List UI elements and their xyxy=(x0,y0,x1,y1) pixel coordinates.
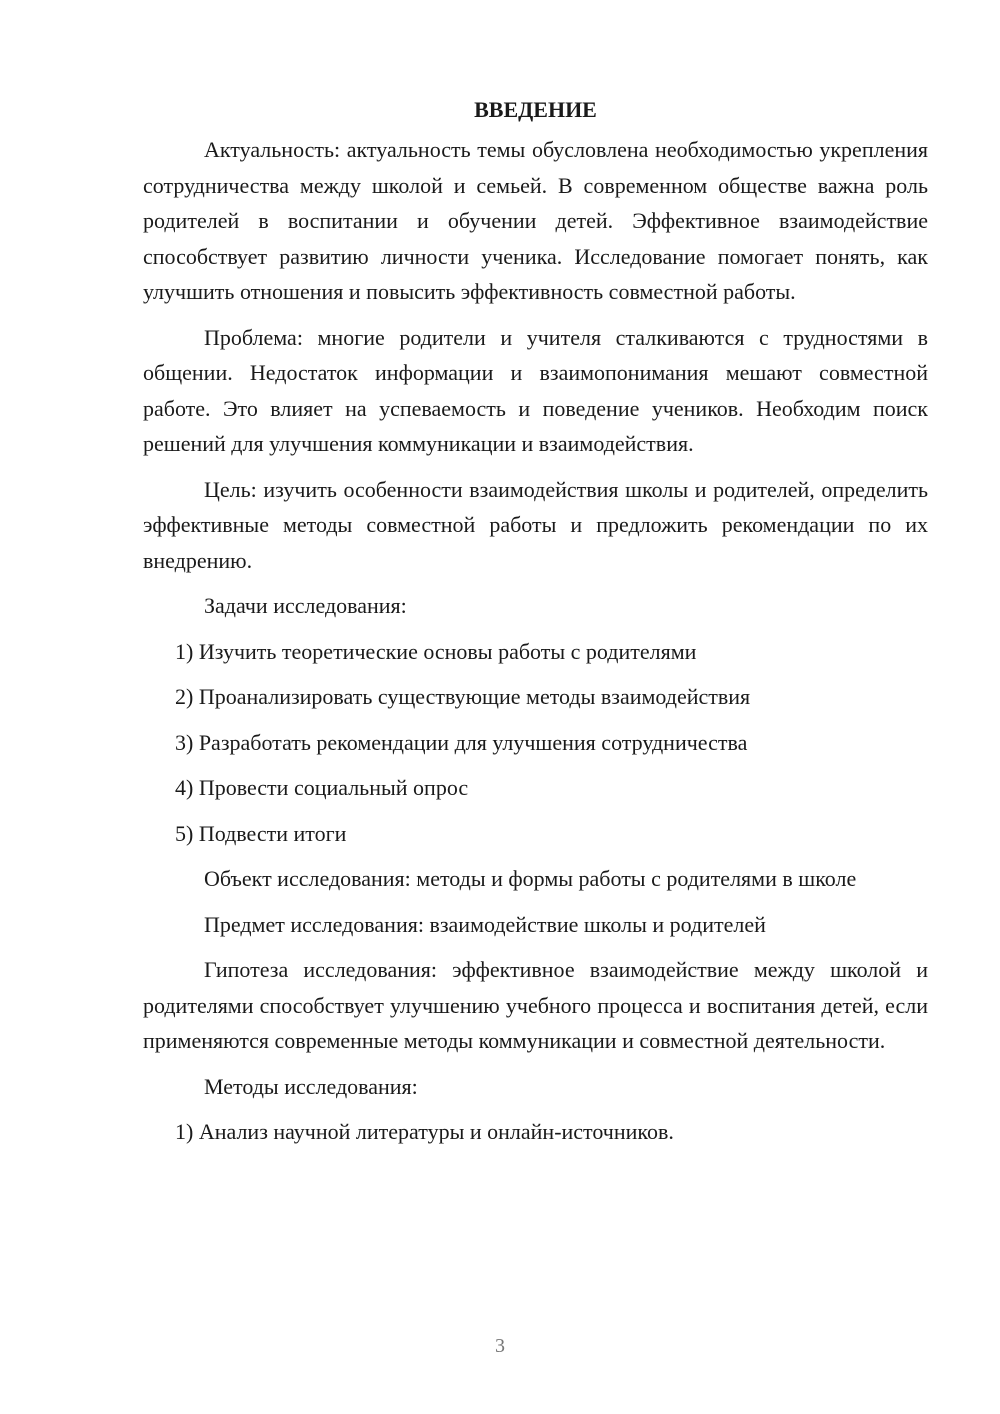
subject-paragraph: Предмет исследования: взаимодействие школы и родителей xyxy=(204,911,766,937)
relevance-paragraph: Актуальность: актуальность темы обусловлена необходимостью укрепления сотрудничества между школой и семьей. В современном обществе важна роль родителей в воспитании и обучении детей. Эффективное взаимодействие способствует развитию личности ученика. Исследование помогает понять, как улучшить отношения и повысить эффективность совместной работы. xyxy=(143,137,928,304)
task-item-3: 3) Разработать рекомендации для улучшения сотрудничества xyxy=(175,729,748,755)
task-item-4: 4) Провести социальный опрос xyxy=(175,775,469,800)
task-item-1: 1) Изучить теоретические основы работы с родителями xyxy=(175,638,697,664)
task-item-2: 2) Проанализировать существующие методы взаимодействия xyxy=(175,684,751,709)
task-item-5: 5) Подвести итоги xyxy=(175,820,347,846)
methods-heading: Методы исследования: xyxy=(204,1073,418,1099)
tasks-heading: Задачи исследования: xyxy=(204,593,407,618)
problem-paragraph: Проблема: многие родители и учителя сталкиваются с трудностями в общении. Недостаток информации и взаимопонимания мешают совместной работе. Это влияет на успеваемость и поведение учеников. Необходим поиск решений для улучшения коммуникации и взаимодействия. xyxy=(143,324,928,456)
page-number: 3 xyxy=(495,1335,505,1357)
document-page xyxy=(143,92,928,1160)
hypothesis-paragraph: Гипотеза исследования: эффективное взаимодействие между школой и родителями способствует улучшению учебного процесса и воспитания детей, если применяются современные методы коммуникации и совместной деятельности. xyxy=(143,957,928,1053)
tasks-list xyxy=(143,634,928,852)
object-paragraph: Объект исследования: методы и формы работы с родителями в школе xyxy=(204,866,857,891)
method-item-1: 1) Анализ научной литературы и онлайн-источников. xyxy=(175,1119,674,1144)
document-title: ВВЕДЕНИЕ xyxy=(474,97,597,122)
methods-list xyxy=(143,1114,928,1150)
goal-paragraph: Цель: изучить особенности взаимодействия школы и родителей, определить эффективные методы совместной работы и предложить рекомендации по их внедрению. xyxy=(143,476,928,573)
